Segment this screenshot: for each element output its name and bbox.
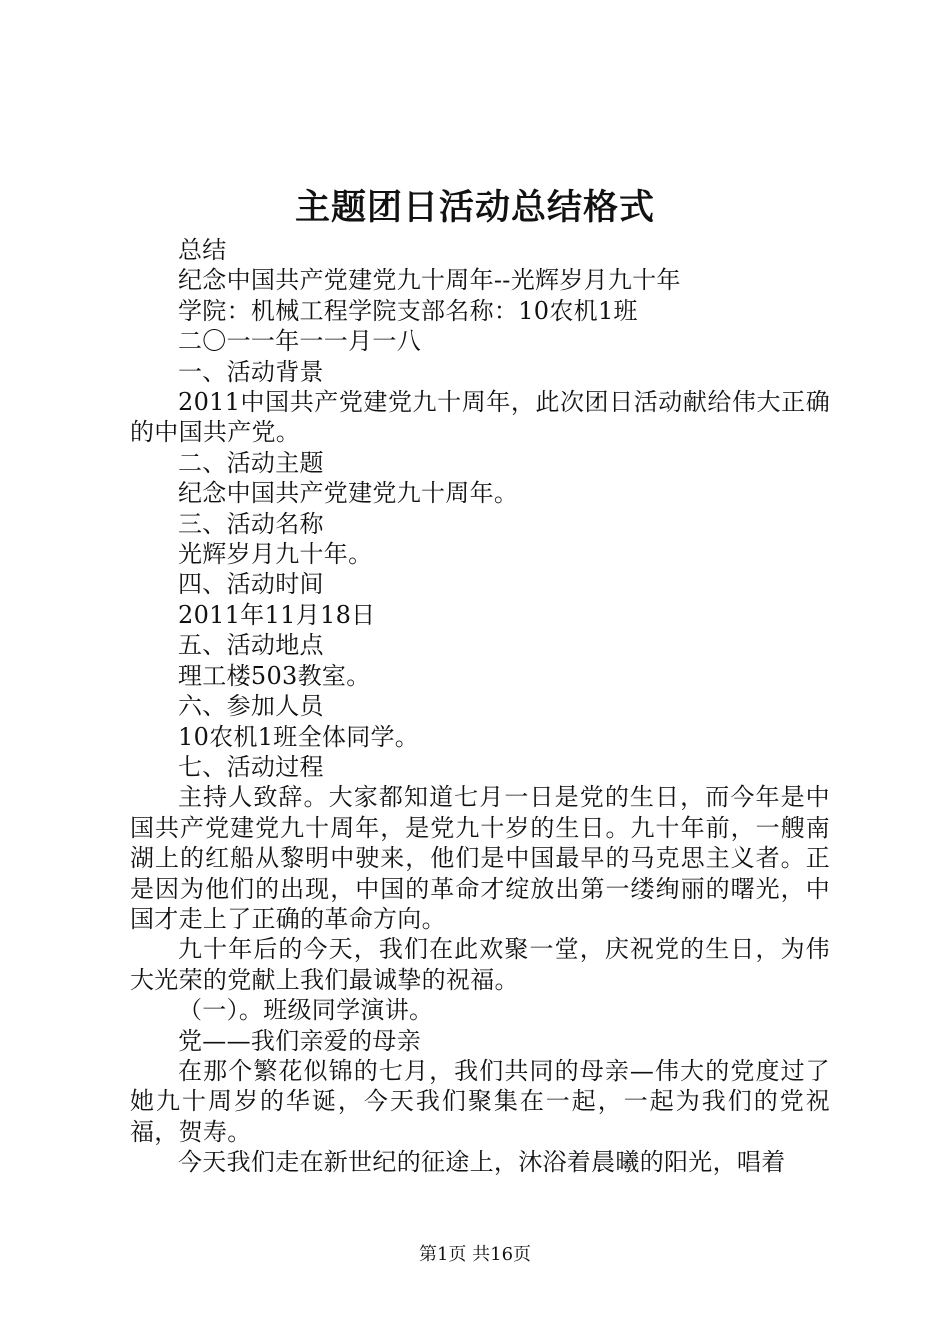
paragraph: 总结 — [178, 236, 227, 264]
paragraph: 10农机1班全体同学。 — [178, 722, 420, 751]
paragraph: 光辉岁月九十年。 — [178, 540, 373, 569]
speech-title: 党——我们亲爱的母亲 — [178, 1026, 421, 1055]
paragraph: 2011中国共产党建党九十周年，此次团日活动献给伟大正确的中国共产党。 — [130, 388, 830, 447]
document-body — [130, 235, 830, 1178]
section-heading: 一、活动背景 — [178, 357, 324, 386]
paragraph: （一）。班级同学演讲。 — [178, 996, 434, 1025]
paragraph: 今天我们走在新世纪的征途上，沐浴着晨曦的阳光，唱着 — [178, 1148, 786, 1177]
section-heading: 二、活动主题 — [178, 448, 324, 477]
paragraph: 九十年后的今天，我们在此欢聚一堂，庆祝党的生日，为伟大光荣的党献上我们最诚挚的祝福。 — [130, 935, 830, 994]
paragraph: 纪念中国共产党建党九十周年--光辉岁月九十年 — [178, 266, 681, 295]
section-heading: 三、活动名称 — [178, 509, 324, 538]
document-title: 主题团日活动总结格式 — [294, 188, 655, 228]
section-heading: 五、活动地点 — [178, 631, 324, 660]
section-heading: 六、参加人员 — [178, 692, 324, 721]
paragraph: 在那个繁花似锦的七月，我们共同的母亲—伟大的党度过了她九十周岁的华诞，今天我们聚集在一起，一起为我们的党祝福，贺寿。 — [130, 1056, 830, 1146]
paragraph: 纪念中国共产党建党九十周年。 — [178, 479, 519, 508]
paragraph: 2011年11月18日 — [178, 600, 376, 629]
paragraph: 理工楼503教室。 — [178, 661, 371, 690]
section-heading: 四、活动时间 — [178, 570, 324, 599]
page-footer: 第1页 共16页 — [418, 1244, 532, 1265]
paragraph: 学院：机械工程学院支部名称：10农机1班 — [178, 296, 638, 325]
paragraph: 二〇一一年一一月一八 — [178, 327, 421, 356]
paragraph: 主持人致辞。大家都知道七月一日是党的生日，而今年是中国共产党建党九十周年，是党九十岁的生日。九十年前，一艘南湖上的红船从黎明中驶来，他们是中国最早的马克思主义者。正是因为他们的出现，中国的革命才绽放出第一缕绚丽的曙光，中国才走上了正确的革命方向。 — [130, 783, 830, 933]
section-heading: 七、活动过程 — [178, 752, 324, 781]
